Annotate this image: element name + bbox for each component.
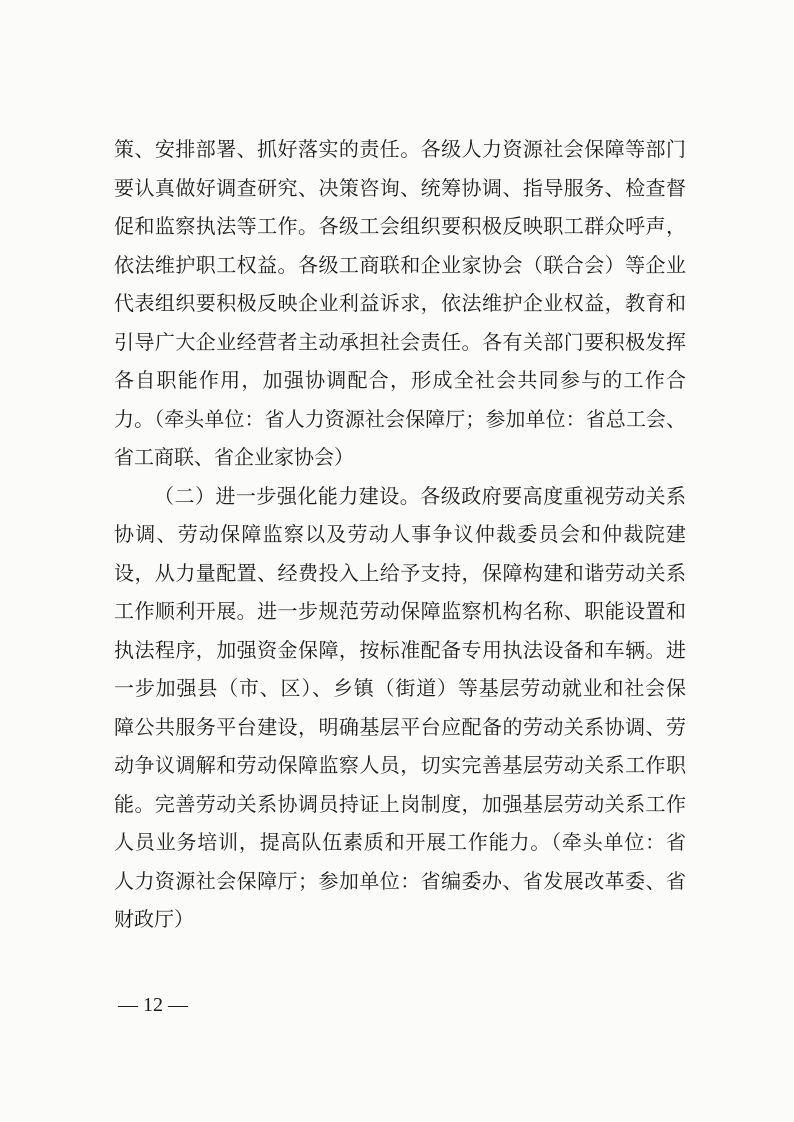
text-line: 执法程序，加强资金保障，按标准配备专用执法设备和车辆。进 (114, 637, 686, 662)
text-line: 工作顺利开展。进一步规范劳动保障监察机构名称、职能设置和 (114, 599, 686, 623)
text-line: 引导广大企业经营者主动承担社会责任。各有关部门要积极发挥 (114, 329, 686, 354)
page-number: — 12 — (118, 994, 188, 1016)
text-line: 促和监察执法等工作。各级工会组织要积极反映职工群众呼声， (114, 214, 686, 238)
text-line: 动争议调解和劳动保障监察人员，切实完善基层劳动关系工作职 (114, 753, 686, 777)
text-line: 省工商联、省企业家协会） (114, 445, 354, 469)
text-line: 代表组织要积极反映企业利益诉求，依法维护企业权益，教育和 (114, 291, 686, 315)
text-line: 依法维护职工权益。各级工商联和企业家协会（联合会）等企业 (114, 252, 686, 277)
document-body (114, 130, 686, 939)
text-line: 障公共服务平台建设，明确基层平台应配备的劳动关系协调、劳 (114, 714, 686, 739)
text-line: 人员业务培训，提高队伍素质和开展工作能力。（牵头单位：省 (114, 830, 686, 854)
text-line: 协调、劳动保障监察以及劳动人事争议仲裁委员会和仲裁院建 (114, 522, 686, 546)
text-line: 力。（牵头单位：省人力资源社会保障厅；参加单位：省总工会、 (114, 406, 686, 431)
text-line: 要认真做好调查研究、决策咨询、统筹协调、指导服务、检查督 (114, 175, 686, 200)
text-line: 设，从力量配置、经费投入上给予支持，保障构建和谐劳动关系 (114, 560, 686, 585)
text-line: 一步加强县（市、区）、乡镇（街道）等基层劳动就业和社会保 (114, 676, 686, 700)
section-heading-line: （二）进一步强化能力建设。各级政府要高度重视劳动关系 (154, 483, 686, 508)
text-line: 财政厅） (114, 907, 194, 931)
text-line: 能。完善劳动关系协调员持证上岗制度，加强基层劳动关系工作 (114, 791, 686, 816)
text-line: 策、安排部署、抓好落实的责任。各级人力资源社会保障等部门 (114, 137, 686, 161)
text-line: 各自职能作用，加强协调配合，形成全社会共同参与的工作合 (114, 368, 686, 392)
text-line: 人力资源社会保障厅；参加单位：省编委办、省发展改革委、省 (114, 868, 686, 893)
